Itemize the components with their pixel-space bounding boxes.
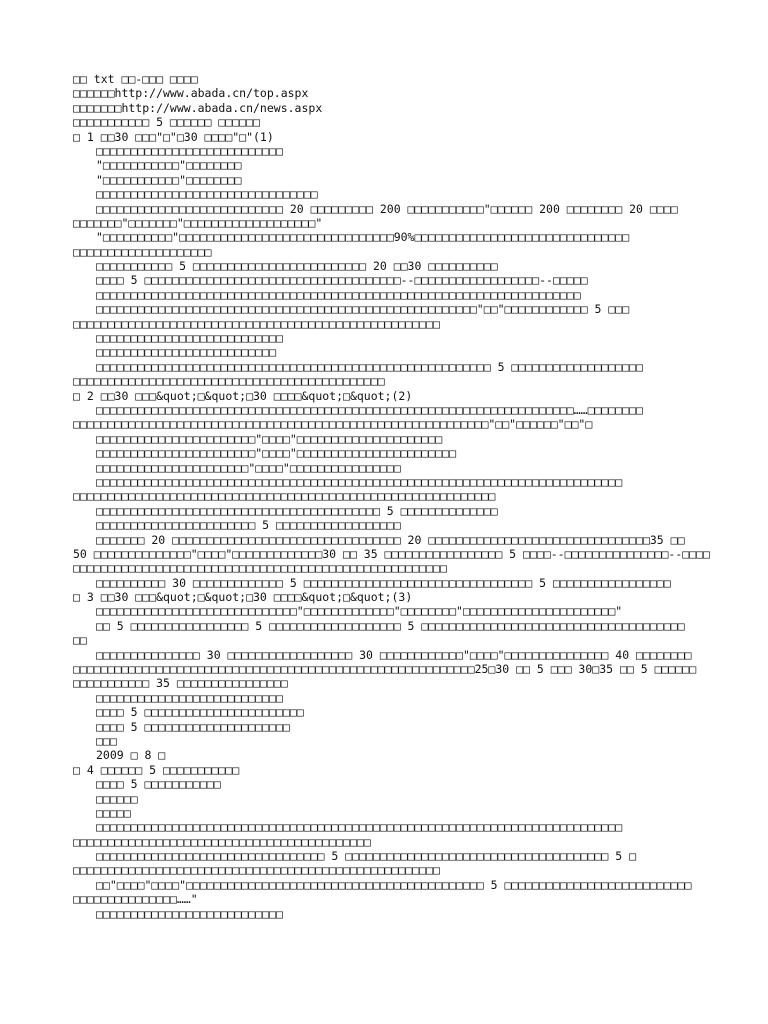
- text-line: □□□□ 5 □□□□□□□□□□□□□□□□□□□□□□□: [96, 705, 304, 720]
- document-text: [73, 72, 713, 921]
- text-line: □□□□□□□□□□□□□□□□□□□□□□□"□□□□"□□□□□□□□□□□□□□□□□□□□□: [96, 431, 443, 446]
- text-line: □□□□□□□□□□□□□□□……": [73, 892, 198, 907]
- text-line: □□□□□□□□□□□□□□□□□□□□□□□□□□□□□□□□□□□□□□□□□□□□□□□□□□□□□□□□□□□□□: [73, 489, 496, 504]
- text-line: □□□□□□□□□□□□□□□□□□□□□□□□□□□□□□□□□□□□□□□□□□□□□□□□□□□□□□□□□ 5 □□□□□□□□□□□□□□□□□□□: [96, 359, 643, 374]
- text-line: □□□□□□□□□□□□□□□□□□□□□□□□□□□□□□□□□□□□□□□□□□□□□□□□□□□□□□□"□□"□□□□□□□□□□□□ 5 □□□: [96, 302, 630, 317]
- text-line: □□□□□□□□□□□ 5 □□□□□□□□□□□□□□□□□□□□□□□□□ 20 □□30 □□□□□□□□□□: [96, 259, 498, 274]
- text-line: □□□□□□□□□□□ 5 □□□□□□ □□□□□□: [73, 115, 260, 130]
- text-line: □□□□□□□□□□□□□□□□□□□□□□□ 5 □□□□□□□□□□□□□□□□□□: [96, 518, 401, 533]
- text-line: □□□□□□□□□□□□□□□□□□□□□□□□□□: [96, 345, 277, 360]
- text-line: "□□□□□□□□□□□"□□□□□□□□: [96, 172, 242, 187]
- text-line: □□□□□□□□□□□□□□□□□□□□□□□□□□□: [96, 331, 283, 346]
- text-line: □□□□□□□□□□□□□□□□□□□□□□□□□□□□□□□□□□□□□□□□□□□□□□□□□□□□□□□□□□□□□□□□□□□□□……□□□□□□□□: [96, 402, 643, 417]
- section-heading: □ 2 □□30 □□□&quot;□&quot;□30 □□□□&quot;□&quot;(2): [73, 388, 413, 403]
- text-line: □□□□□□: [96, 791, 138, 806]
- text-line: □□□□□□□□□□□□□□□□□□□□□□□□□□□□□□□□□□□□□□□□□□□: [73, 834, 371, 849]
- text-line: □□□□□□□□□□□□□□□□□□□□□□□□□□□□□□□□□□□□□□□□□□□□□□□□□□□□□: [73, 316, 440, 331]
- section-heading: □ 1 □□30 □□□"□"□30 □□□□"□"(1): [73, 129, 274, 144]
- text-line: "□□□□□□□□□□"□□□□□□□□□□□□□□□□□□□□□□□□□□□□□□□90%□□□□□□□□□□□□□□□□□□□□□□□□□□□□□□□: [96, 230, 630, 245]
- text-line: □□□□□□□□□□□□□□□□□□□□□□□"□□□□"□□□□□□□□□□□□□□□□□□□□□□□: [96, 446, 457, 461]
- text-line: □□□□□□□ 20 □□□□□□□□□□□□□□□□□□□□□□□□□□□□□□□□□ 20 □□□□□□□□□□□□□□□□□□□□□□□□□□□□□□□□35 □□: [96, 532, 685, 547]
- text-line: □□□□□□□□□□□□□□□□□□□□□□□□□□□□□□□□□□□□□□□□□□□□□□□□□□□□□□□□□□□□□□□□□□□□□□: [96, 287, 581, 302]
- text-line: □□□□□□□□□□□□□□□□□□□□□□□□□□□□□□□□□□□□□□□□□□□□□□□□□□□□□□□□□□□□"□□"□□□□□□"□□"□: [73, 417, 593, 432]
- text-line: □□ 5 □□□□□□□□□□□□□□□□□ 5 □□□□□□□□□□□□□□□□□□□ 5 □□□□□□□□□□□□□□□□□□□□□□□□□□□□□□□□□□□□□□: [96, 618, 685, 633]
- text-line: □□□□□□□□□□□□□□□□□□□□□□□□□□□: [96, 906, 283, 921]
- text-line: □□□□□□□□□□□□□□□□□□□□□□□□□□□□□□□□□□□□□□□□□□□□□□□□□□□□□□: [73, 561, 447, 576]
- text-line: □□□□□□□□□□□□□□□□□□□□□□□□□□□□□□□□□□□□□□□□□□□□□: [73, 374, 385, 389]
- text-line: □□□□□□□□□□□□□□□□□□□□□□□□□□□□□"□□□□□□□□□□□□□"□□□□□□□□"□□□□□□□□□□□□□□□□□□□□□□": [96, 604, 623, 619]
- text-line: □□□□□□□□□□□□□□□□□□□□□□□□□□□□□□□□□□□□□□□□□□□□□□□□□□□□□□□□□□□□□□□□□□□□□□□□□□□□: [96, 820, 623, 835]
- text-line: □□□□□□□□□□□□□□□□□□□□□□□□□□□: [96, 143, 283, 158]
- text-line: □□□□□□□□□□ 30 □□□□□□□□□□□□□ 5 □□□□□□□□□□□□□□□□□□□□□□□□□□□□□□□□□ 5 □□□□□□□□□□□□□□□□□: [96, 575, 671, 590]
- text-line: □□□□□□□□□□□ 35 □□□□□□□□□□□□□□□□: [73, 676, 288, 691]
- text-line: □□□: [96, 733, 117, 748]
- date-line: 2009 □ 8 □: [96, 748, 166, 763]
- text-line: □□□□ 5 □□□□□□□□□□□: [96, 777, 221, 792]
- text-line: □□ txt □□-□□□ □□□□: [73, 72, 198, 86]
- text-line: "□□□□□□□□□□□"□□□□□□□□: [96, 158, 242, 173]
- text-line: □□□□□: [96, 805, 131, 820]
- text-line: □□□□□□□□□□□□□□□□□□□□□□"□□□□"□□□□□□□□□□□□□□□□: [96, 460, 401, 475]
- text-line: □□□□ 5 □□□□□□□□□□□□□□□□□□□□□: [96, 719, 290, 734]
- text-line: □□□□□□□□□□□□□□□□□□□□□□□□□□□□□□□□□□□□□□□□□□□□□□□□□□□□□□□□□□25□30 □□ 5 □□□ 30□35 □□ 5 □□□□□□: [73, 662, 697, 677]
- text-line: □□"□□□□"□□□□"□□□□□□□□□□□□□□□□□□□□□□□□□□□□□□□□□□□□□□□□□□□ 5 □□□□□□□□□□□□□□□□□□□□□□□□□□□: [96, 877, 692, 892]
- text-line: □□□□ 5 □□□□□□□□□□□□□□□□□□□□□□□□□□□□□□□□□□□□□--□□□□□□□□□□□□□□□□□□--□□□□□: [96, 273, 588, 288]
- text-line: □□: [73, 633, 87, 648]
- section-heading: □ 4 □□□□□□ 5 □□□□□□□□□□□: [73, 762, 240, 777]
- section-heading: □ 3 □□30 □□□&quot;□&quot;□30 □□□□&quot;□&quot;(3): [73, 590, 413, 605]
- text-line: 50 □□□□□□□□□□□□□□"□□□□"□□□□□□□□□□□□□30 □□ 35 □□□□□□□□□□□□□□□□□ 5 □□□□--□□□□□□□□□□□□□□□--□□□□: [73, 546, 710, 561]
- text-line: □□□□□□□□□□□□□□□□□□□□: [73, 244, 212, 259]
- text-line: □□□□□□□□□□□□□□□□□□□□□□□□□□□□□□□□□□□□□□□□□□□□□□□□□□□□□: [73, 863, 440, 878]
- text-line: □□□□□□□□□□□□□□□□□□□□□□□□□□□□□□□□□□□□□□□□□□□□□□□□□□□□□□□□□□□□□□□□□□□□□□□□□□□□: [96, 474, 623, 489]
- text-line: □□□□□□□"□□□□□□□"□□□□□□□□□□□□□□□□□□□": [73, 215, 323, 230]
- text-line: □□□□□□□□□□□□□□□□□□□□□□□□□□□: [96, 690, 283, 705]
- text-line: □□□□□□□□□□□□□□□ 30 □□□□□□□□□□□□□□□□□□ 30 □□□□□□□□□□□□"□□□□"□□□□□□□□□□□□□□□ 40 □□□□□□□□: [96, 647, 692, 662]
- text-line: □□□□□□□□□□□□□□□□□□□□□□□□□□□□□□□□□□□□□□□□□ 5 □□□□□□□□□□□□□□: [96, 503, 498, 518]
- text-line: □□□□□□□□□□□□□□□□□□□□□□□□□□□ 20 □□□□□□□□□ 200 □□□□□□□□□□□"□□□□□□ 200 □□□□□□□□ 20 □□□□: [96, 201, 678, 216]
- text-line: □□□□□□□□□□□□□□□□□□□□□□□□□□□□□□□□: [96, 187, 318, 202]
- text-line: □□□□□□□http://www.abada.cn/news.aspx: [73, 100, 323, 115]
- text-line: □□□□□□□□□□□□□□□□□□□□□□□□□□□□□□□□□ 5 □□□□□□□□□□□□□□□□□□□□□□□□□□□□□□□□□□□□□□ 5 □: [96, 849, 637, 864]
- text-line: □□□□□□http://www.abada.cn/top.aspx: [73, 86, 309, 101]
